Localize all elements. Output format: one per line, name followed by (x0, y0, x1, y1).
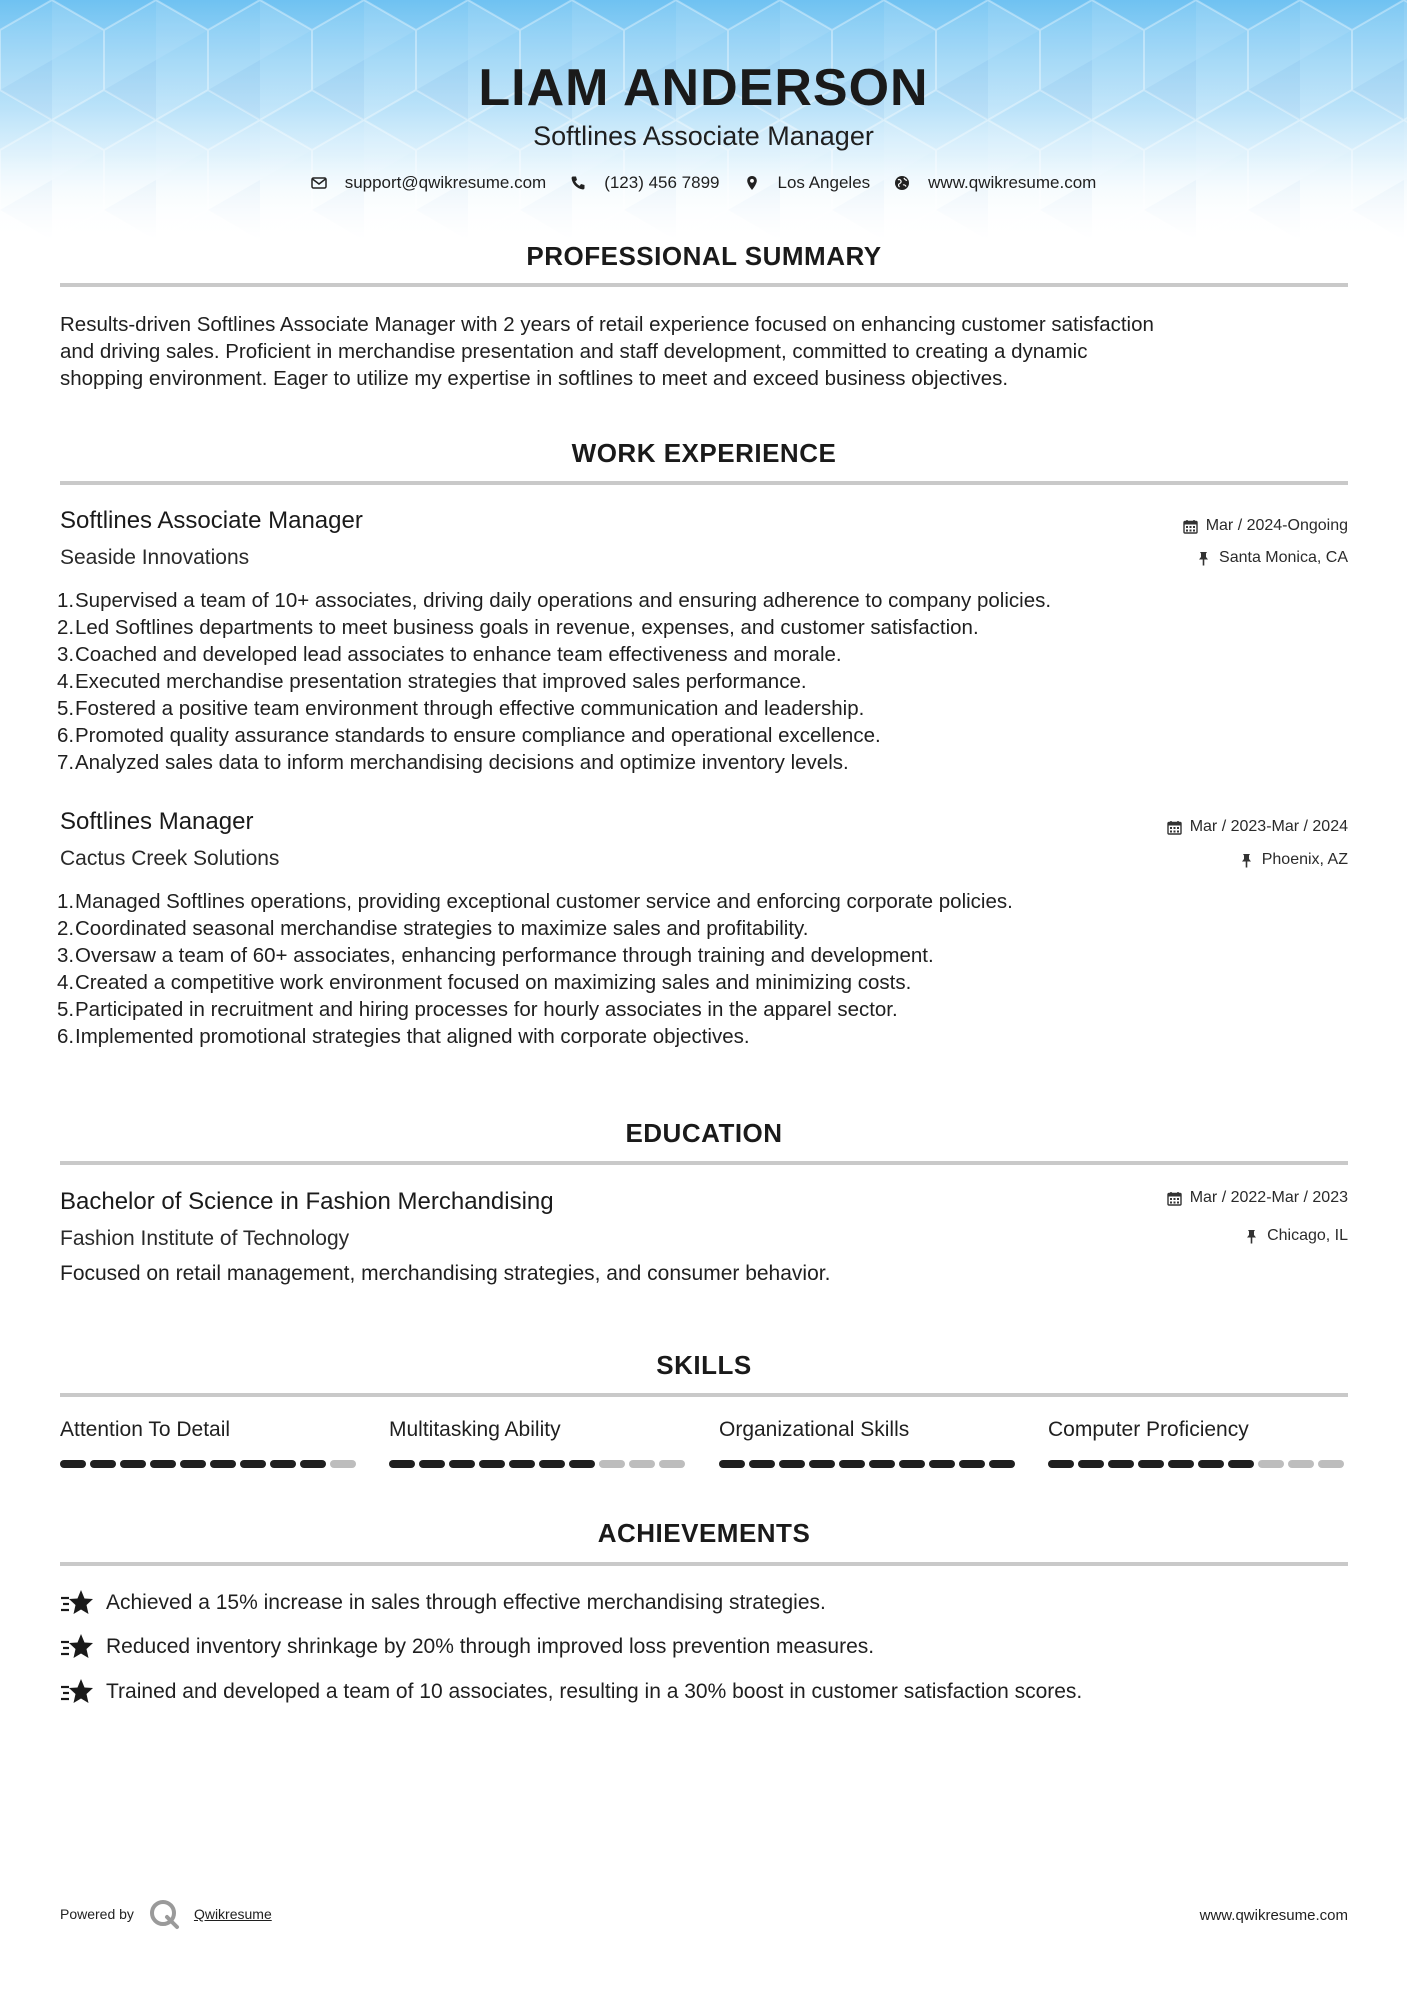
contact-website-text: www.qwikresume.com (928, 173, 1097, 192)
skill-item (389, 1418, 689, 1446)
star-icon (60, 1677, 94, 1707)
pin-icon (1196, 551, 1211, 566)
calendar-icon (1167, 820, 1182, 835)
qwikresume-link[interactable]: Qwikresume (193, 1906, 272, 1922)
footer-powered-by (60, 1898, 272, 1930)
job-title: Softlines Associate Manager (60, 507, 363, 534)
skill-level-segment (300, 1460, 326, 1468)
job-title: Softlines Manager (60, 808, 254, 835)
skill-level-segment (1138, 1460, 1164, 1468)
achievement-text: Trained and developed a team of 10 associates, resulting in a 30% boost in customer satisfaction scores. (106, 1680, 1083, 1703)
skill-level-segment (779, 1460, 805, 1468)
skill-level-bar (389, 1460, 689, 1470)
contact-bar (0, 173, 1407, 193)
skill-name: Computer Proficiency (1048, 1418, 1249, 1441)
skill-level-segment (1228, 1460, 1254, 1468)
skill-level-segment (90, 1460, 116, 1468)
star-icon (60, 1588, 94, 1618)
skill-level-segment (539, 1460, 565, 1468)
skill-level-segment (1258, 1460, 1284, 1468)
candidate-name: LIAM ANDERSON (478, 59, 929, 117)
section-title-achievements: ACHIEVEMENTS (597, 1518, 811, 1548)
skill-level-segment (150, 1460, 176, 1468)
skill-level-segment (989, 1460, 1015, 1468)
education-dates (1167, 1189, 1348, 1207)
skill-level-segment (749, 1460, 775, 1468)
globe-icon (894, 175, 910, 191)
skill-name: Organizational Skills (719, 1418, 910, 1441)
skill-level-segment (1168, 1460, 1194, 1468)
job-dates (1167, 818, 1348, 836)
contact-email-text: support@qwikresume.com (344, 173, 547, 192)
contact-website[interactable] (894, 173, 1096, 193)
skill-name: Attention To Detail (60, 1418, 231, 1441)
job-bullet: 3. Coached and developed lead associates to enhance team effectiveness and morale. (57, 643, 842, 666)
skill-level-segment (60, 1460, 86, 1468)
skill-level-segment (1198, 1460, 1224, 1468)
job-bullet: 1. Supervised a team of 10+ associates, driving daily operations and ensuring adherence to company policies. (57, 589, 1052, 612)
education-school: Fashion Institute of Technology (60, 1227, 350, 1250)
skill-level-segment (120, 1460, 146, 1468)
section-rule (60, 283, 1348, 287)
skill-level-segment (1318, 1460, 1344, 1468)
skill-level-segment (389, 1460, 415, 1468)
skill-level-segment (330, 1460, 356, 1468)
job-bullet: 6. Implemented promotional strategies that aligned with corporate objectives. (57, 1025, 750, 1048)
calendar-icon (1183, 519, 1198, 534)
contact-phone-text: (123) 456 7899 (604, 173, 720, 192)
skill-level-segment (929, 1460, 955, 1468)
achievement-item (60, 1632, 874, 1662)
job-dates (1183, 517, 1348, 535)
map-marker-icon (744, 175, 760, 191)
job-bullet: 6. Promoted quality assurance standards to ensure compliance and operational excellence. (57, 724, 881, 747)
skill-level-segment (809, 1460, 835, 1468)
header-hex-pattern (0, 0, 1407, 240)
contact-email[interactable] (311, 173, 547, 193)
job-bullet: 3. Oversaw a team of 60+ associates, enhancing performance through training and development. (57, 944, 934, 967)
summary-line: Results-driven Softlines Associate Manager with 2 years of retail experience focused on enhancing customer satisfaction (60, 313, 1154, 336)
achievement-item (60, 1588, 826, 1618)
skill-level-segment (599, 1460, 625, 1468)
skill-level-segment (1078, 1460, 1104, 1468)
skill-level-segment (240, 1460, 266, 1468)
education-dates-text: Mar / 2022-Mar / 2023 (1189, 1189, 1348, 1206)
skill-level-segment (210, 1460, 236, 1468)
contact-location (744, 173, 871, 193)
achievement-text: Achieved a 15% increase in sales through effective merchandising strategies. (106, 1591, 826, 1614)
skill-level-segment (449, 1460, 475, 1468)
contact-phone[interactable] (570, 173, 719, 193)
job-bullet: 5. Fostered a positive team environment through effective communication and leadership. (57, 697, 865, 720)
skill-level-segment (899, 1460, 925, 1468)
section-rule (60, 1562, 1348, 1566)
education-location-text: Chicago, IL (1267, 1227, 1348, 1244)
contact-location-text: Los Angeles (777, 173, 871, 192)
skill-level-segment (180, 1460, 206, 1468)
skill-item (1048, 1418, 1348, 1446)
education-description: Focused on retail management, merchandising strategies, and consumer behavior. (60, 1262, 831, 1285)
section-rule (60, 1161, 1348, 1165)
job-bullet: 4. Executed merchandise presentation strategies that improved sales performance. (57, 670, 807, 693)
skills-list (60, 1418, 1348, 1478)
job-bullet: 4. Created a competitive work environment focused on maximizing sales and minimizing costs. (57, 971, 912, 994)
skill-level-segment (479, 1460, 505, 1468)
skill-item (719, 1418, 1019, 1446)
summary-text (60, 311, 1348, 392)
skill-item (60, 1418, 360, 1446)
candidate-title: Softlines Associate Manager (533, 121, 874, 151)
skill-level-bar (60, 1460, 360, 1470)
skill-level-segment (419, 1460, 445, 1468)
job-location (1239, 851, 1348, 869)
skill-level-segment (629, 1460, 655, 1468)
job-location (1196, 549, 1348, 567)
summary-line: and driving sales. Proficient in merchandise presentation and staff development, committed to creating a dynamic (60, 340, 1088, 363)
section-title-summary: PROFESSIONAL SUMMARY (526, 241, 882, 271)
skill-level-segment (1108, 1460, 1134, 1468)
skill-level-segment (1048, 1460, 1074, 1468)
skill-level-segment (270, 1460, 296, 1468)
education-degree: Bachelor of Science in Fashion Merchandising (60, 1188, 554, 1215)
achievement-text: Reduced inventory shrinkage by 20% through improved loss prevention measures. (106, 1635, 875, 1658)
pin-icon (1239, 853, 1254, 868)
skill-level-segment (869, 1460, 895, 1468)
section-title-education: EDUCATION (625, 1118, 783, 1148)
job-location-text: Santa Monica, CA (1219, 549, 1348, 566)
resume-header (0, 0, 1407, 240)
job-location-text: Phoenix, AZ (1261, 851, 1348, 868)
skill-level-segment (509, 1460, 535, 1468)
skill-level-segment (839, 1460, 865, 1468)
job-dates-text: Mar / 2024-Ongoing (1205, 517, 1348, 534)
powered-by-label: Powered by (60, 1906, 134, 1922)
skill-level-segment (959, 1460, 985, 1468)
calendar-icon (1167, 1191, 1182, 1206)
job-bullet: 2. Led Softlines departments to meet business goals in revenue, expenses, and customer satisfaction. (57, 616, 979, 639)
job-dates-text: Mar / 2023-Mar / 2024 (1189, 818, 1348, 835)
job-bullets (57, 587, 1348, 776)
job-bullet: 7. Analyzed sales data to inform merchandising decisions and optimize inventory levels. (57, 751, 849, 774)
skill-name: Multitasking Ability (389, 1418, 561, 1441)
job-bullet: 5. Participated in recruitment and hiring processes for hourly associates in the apparel sector. (57, 998, 898, 1021)
star-icon (60, 1632, 94, 1662)
job-bullet: 1. Managed Softlines operations, providing exceptional customer service and enforcing corporate policies. (57, 890, 1013, 913)
section-rule (60, 481, 1348, 485)
section-title-skills: SKILLS (656, 1350, 752, 1380)
pin-icon (1244, 1229, 1259, 1244)
skill-level-segment (719, 1460, 745, 1468)
section-title-experience: WORK EXPERIENCE (571, 438, 837, 468)
summary-line: shopping environment. Eager to utilize my expertise in softlines to meet and exceed business objectives. (60, 367, 1009, 390)
envelope-icon (311, 175, 327, 191)
skill-level-bar (719, 1460, 1019, 1470)
achievement-item (60, 1677, 1082, 1707)
job-company: Seaside Innovations (60, 546, 250, 569)
job-bullet: 2. Coordinated seasonal merchandise strategies to maximize sales and profitability. (57, 917, 809, 940)
qwikresume-logo-icon (148, 1898, 180, 1930)
skill-level-bar (1048, 1460, 1348, 1470)
skill-level-segment (569, 1460, 595, 1468)
footer-website[interactable]: www.qwikresume.com (1199, 1907, 1348, 1924)
job-bullets (57, 888, 1348, 1050)
education-location (1244, 1227, 1348, 1245)
job-company: Cactus Creek Solutions (60, 847, 280, 870)
skill-level-segment (659, 1460, 685, 1468)
section-rule (60, 1393, 1348, 1397)
skill-level-segment (1288, 1460, 1314, 1468)
phone-icon (570, 175, 586, 191)
